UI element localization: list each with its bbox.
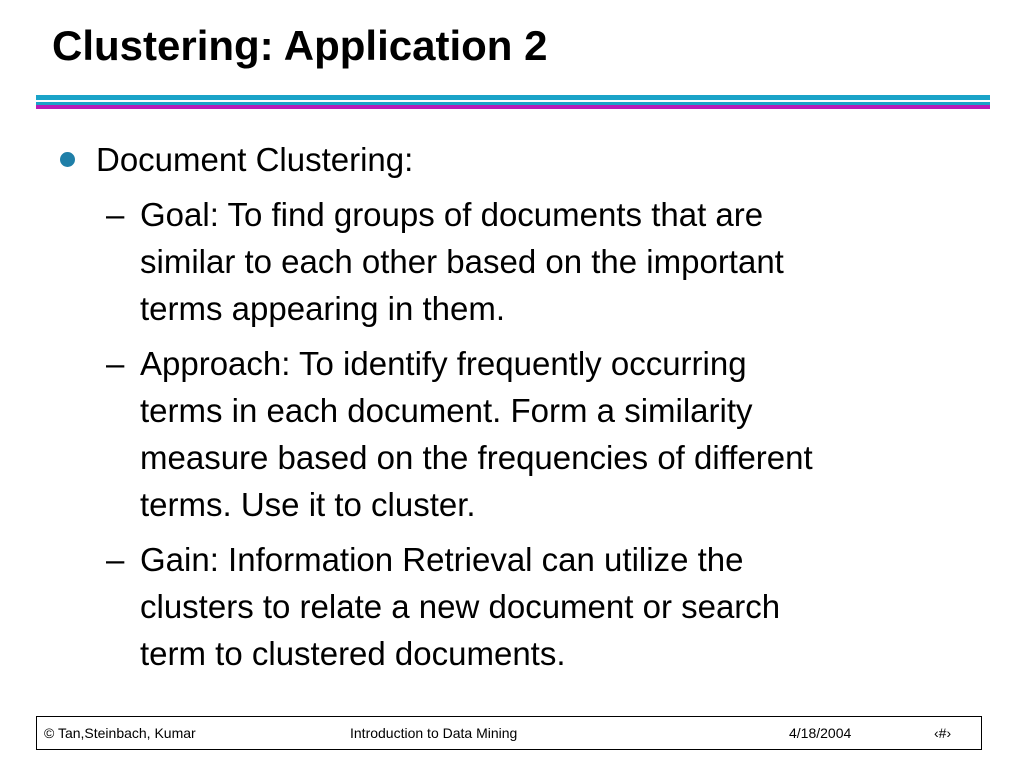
approach-line: terms in each document. Form a similarity: [140, 392, 753, 429]
gain-line: Gain: Information Retrieval can utilize the: [140, 541, 744, 578]
goal-line: Goal: To find groups of documents that are: [140, 196, 764, 233]
gain-line: clusters to relate a new document or search: [140, 588, 781, 625]
dash-bullet: –: [106, 345, 125, 382]
footer-date: 4/18/2004: [789, 725, 852, 741]
goal-line: similar to each other based on the important: [140, 243, 784, 280]
slide-body: [58, 136, 978, 677]
dash-bullet: –: [106, 196, 125, 233]
approach-line: measure based on the frequencies of different: [140, 439, 813, 476]
main-bullet-item: [58, 136, 978, 183]
sub-bullet-gain: [102, 536, 978, 677]
round-bullet-icon: [60, 152, 75, 167]
approach-line: terms. Use it to cluster.: [140, 486, 476, 523]
slide-title: Clustering: Application 2: [52, 22, 548, 69]
footer-page-number: ‹#›: [934, 725, 952, 741]
footer-course: Introduction to Data Mining: [350, 725, 518, 741]
gain-line: term to clustered documents.: [140, 635, 566, 672]
sub-bullet-approach: [102, 340, 978, 528]
main-bullet-text: Document Clustering:: [96, 141, 414, 178]
dash-bullet: –: [106, 541, 125, 578]
goal-line: terms appearing in them.: [140, 290, 506, 327]
title-rule-bottom: [36, 105, 990, 109]
slide-footer: [36, 716, 982, 750]
sub-bullet-goal: [102, 191, 978, 332]
approach-line: Approach: To identify frequently occurring: [140, 345, 747, 382]
footer-authors: © Tan,Steinbach, Kumar: [44, 725, 196, 741]
